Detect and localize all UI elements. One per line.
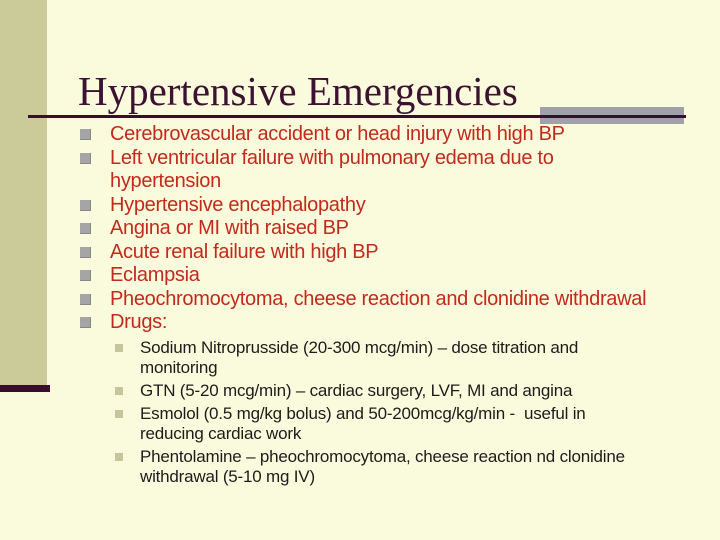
bullet-item-text: Acute renal failure with high BP	[110, 240, 379, 263]
bullet-item-text: Left ventricular failure with pulmonary edema due to hypertension	[110, 146, 554, 192]
sub-bullet-item-text: Esmolol (0.5 mg/kg bolus) and 50-200mcg/kg/min - useful in reducing cardiac work	[140, 403, 586, 443]
bullet-item-text: Cerebrovascular accident or head injury with high BP	[110, 123, 565, 145]
bullet-square-icon	[80, 270, 91, 281]
bullet-item-text: Eclampsia	[110, 264, 200, 286]
sub-bullet-item-text: Sodium Nitroprusside (20-300 mcg/min) – dose titration and monitoring	[140, 337, 579, 377]
bullet-square-icon	[115, 410, 123, 418]
bullet-square-icon	[80, 153, 91, 164]
bullet-item	[80, 288, 696, 312]
bullet-square-icon	[115, 387, 123, 395]
bullet-square-icon	[80, 294, 91, 305]
bullet-item-text: Angina or MI with raised BP	[110, 217, 349, 239]
sub-bullet-item	[115, 381, 696, 401]
bullet-square-icon	[80, 129, 91, 140]
title-rule	[28, 115, 686, 118]
bullet-square-icon	[80, 247, 91, 258]
sub-bullet-item-text: GTN (5-20 mcg/min) – cardiac surgery, LVF, MI and angina	[140, 380, 573, 400]
bullet-item	[80, 147, 696, 194]
sub-bullet-item-text: Phentolamine – pheochromocytoma, cheese reaction nd clonidine withdrawal (5-10 mg IV)	[140, 446, 625, 486]
bullet-item	[80, 264, 696, 288]
sub-bullet-item	[115, 404, 696, 444]
bullet-item	[80, 123, 696, 147]
bullet-square-icon	[115, 344, 123, 352]
bullet-square-icon	[80, 223, 91, 234]
sub-bullet-list	[115, 338, 696, 487]
side-band-accent-bar	[0, 385, 50, 392]
bullet-item	[80, 194, 696, 218]
bullet-item	[80, 311, 696, 335]
bullet-square-icon	[80, 200, 91, 211]
bullet-item	[80, 241, 696, 265]
sub-bullet-item	[115, 447, 696, 487]
sub-bullet-item	[115, 338, 696, 378]
bullet-item-text: Pheochromocytoma, cheese reaction and clonidine withdrawal	[110, 287, 647, 310]
main-bullet-list	[80, 123, 696, 335]
bullet-square-icon	[80, 317, 91, 328]
bullet-item-text: Hypertensive encephalopathy	[110, 193, 366, 216]
left-side-band	[0, 0, 47, 385]
bullet-item-text: Drugs:	[110, 311, 168, 333]
slide-body	[80, 123, 696, 490]
bullet-item	[80, 217, 696, 241]
bullet-square-icon	[115, 453, 123, 461]
slide-title: Hypertensive Emergencies	[78, 68, 518, 115]
